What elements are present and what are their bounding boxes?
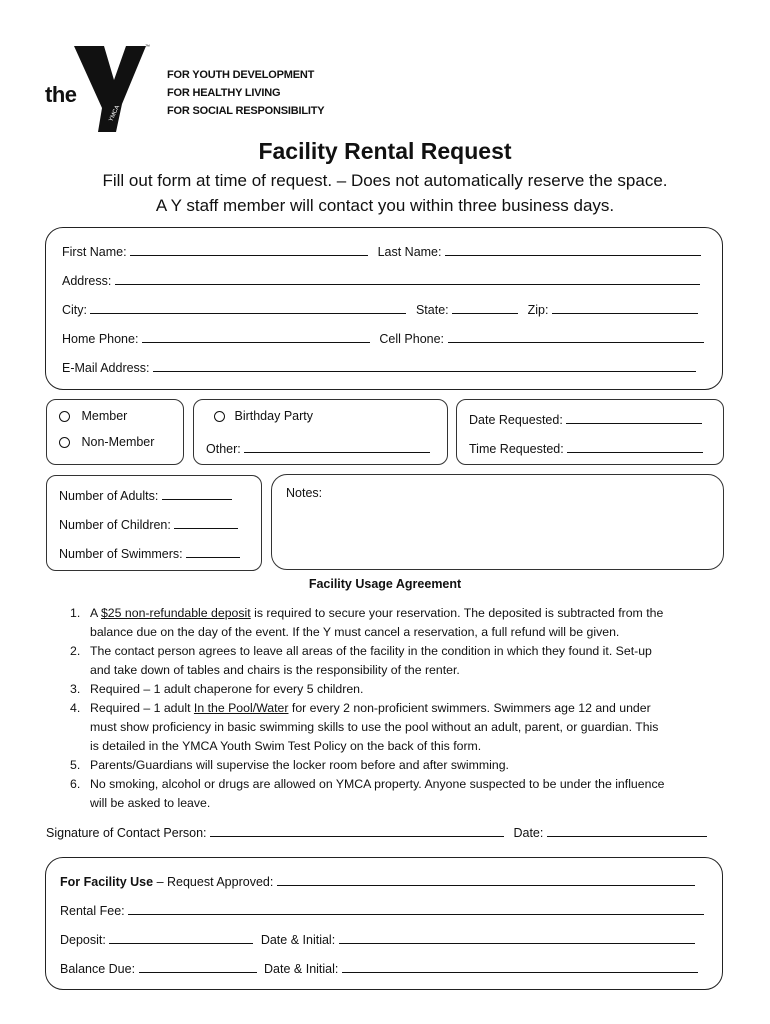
agreement-item-4: 4. Required – 1 adult In the Pool/Water for every 2 non-proficient swimmers. Swimmers age 12 and under must show proficiency in basic swimming skills to use the pool without an adult, parent, or guardian. This is detailed in the YMCA Youth Swim Test Policy on the back of this form. bbox=[70, 701, 659, 753]
deposit-date-initial-label: Date & Initial: bbox=[260, 933, 336, 947]
logo-wordmark-the: the bbox=[45, 82, 77, 107]
state-label: State: bbox=[415, 303, 449, 317]
facility-use-heading: For Facility Use bbox=[60, 875, 154, 889]
first-name-label: First Name: bbox=[62, 245, 127, 259]
last-name-field[interactable] bbox=[445, 243, 701, 256]
agreement-item-3: 3. Required – 1 adult chaperone for every 5 children. bbox=[70, 682, 364, 696]
cell-phone-field[interactable] bbox=[448, 330, 704, 343]
email-field[interactable] bbox=[153, 359, 696, 372]
children-label: Number of Children: bbox=[59, 518, 171, 532]
email-label: E-Mail Address: bbox=[62, 361, 150, 375]
city-field[interactable] bbox=[90, 301, 406, 314]
birthday-party-option[interactable] bbox=[214, 409, 313, 423]
balance-date-initial-label: Date & Initial: bbox=[264, 962, 339, 976]
subtitle-line-2: A Y staff member will contact you within three business days. bbox=[155, 196, 615, 215]
non-member-radio[interactable] bbox=[59, 437, 70, 448]
event-type-box bbox=[193, 399, 448, 465]
last-name-label: Last Name: bbox=[377, 245, 442, 259]
member-option[interactable] bbox=[59, 409, 127, 423]
notes-box[interactable] bbox=[271, 474, 724, 570]
svg-text:YMCA: YMCA bbox=[108, 104, 122, 123]
birthday-party-radio[interactable] bbox=[214, 411, 225, 422]
city-label: City: bbox=[62, 303, 87, 317]
agreement-list bbox=[46, 604, 746, 813]
tagline-social: FOR SOCIAL RESPONSIBILITY bbox=[167, 105, 325, 117]
adults-field[interactable] bbox=[162, 487, 232, 500]
request-approved-field[interactable] bbox=[277, 873, 695, 886]
birthday-party-label: Birthday Party bbox=[234, 409, 313, 423]
zip-label: Zip: bbox=[527, 303, 549, 317]
ymca-logo bbox=[40, 40, 340, 135]
member-label: Member bbox=[81, 409, 128, 423]
facility-use-box bbox=[45, 857, 723, 990]
deposit-underline: $25 non-refundable deposit bbox=[100, 606, 251, 620]
agreement-item-5: 5. Parents/Guardians will supervise the locker room before and after swimming. bbox=[70, 758, 509, 772]
address-field[interactable] bbox=[115, 272, 700, 285]
agreement-heading: Facility Usage Agreement bbox=[308, 577, 462, 591]
swimmers-label: Number of Swimmers: bbox=[59, 547, 183, 561]
date-requested-label: Date Requested: bbox=[469, 413, 563, 427]
pool-water-underline: In the Pool/Water bbox=[193, 701, 289, 715]
zip-field[interactable] bbox=[552, 301, 698, 314]
adults-label: Number of Adults: bbox=[59, 489, 159, 503]
signature-date-field[interactable] bbox=[547, 824, 707, 837]
agreement-item-1: 1. A $25 non-refundable deposit is required to secure your reservation. The deposited is subtracted from the balance due on the day of the event. If the Y must cancel a reservation, a full refund will be given. bbox=[70, 606, 664, 639]
address-label: Address: bbox=[62, 274, 112, 288]
counts-box bbox=[46, 475, 262, 571]
other-label: Other: bbox=[206, 442, 241, 456]
swimmers-field[interactable] bbox=[186, 545, 240, 558]
signature-field[interactable] bbox=[210, 824, 504, 837]
children-field[interactable] bbox=[174, 516, 238, 529]
subtitle-line-1: Fill out form at time of request. – Does not automatically reserve the space. bbox=[102, 171, 668, 190]
deposit-field[interactable] bbox=[109, 931, 253, 944]
deposit-date-initial-field[interactable] bbox=[339, 931, 695, 944]
time-requested-field[interactable] bbox=[567, 440, 703, 453]
page-title: Facility Rental Request bbox=[258, 138, 512, 164]
balance-due-label: Balance Due: bbox=[60, 962, 136, 976]
non-member-option[interactable] bbox=[59, 435, 154, 449]
non-member-label: Non-Member bbox=[81, 435, 155, 449]
rental-fee-field[interactable] bbox=[128, 902, 704, 915]
time-requested-label: Time Requested: bbox=[469, 442, 564, 456]
membership-box bbox=[46, 399, 184, 465]
agreement-item-2: 2. The contact person agrees to leave all areas of the facility in the condition in which they found it. Set-up and take down of tables and chairs is the responsibility of the renter. bbox=[70, 644, 652, 677]
rental-fee-label: Rental Fee: bbox=[60, 904, 125, 918]
home-phone-field[interactable] bbox=[142, 330, 370, 343]
balance-date-initial-field[interactable] bbox=[342, 960, 698, 973]
cell-phone-label: Cell Phone: bbox=[379, 332, 445, 346]
notes-label: Notes: bbox=[286, 486, 323, 500]
date-requested-field[interactable] bbox=[566, 411, 702, 424]
agreement-item-6: 6. No smoking, alcohol or drugs are allowed on YMCA property. Anyone suspected to be under the influence will be asked to leave. bbox=[70, 777, 665, 810]
balance-due-field[interactable] bbox=[139, 960, 257, 973]
tagline-healthy: FOR HEALTHY LIVING bbox=[167, 87, 281, 99]
home-phone-label: Home Phone: bbox=[62, 332, 139, 346]
request-approved-label: – Request Approved: bbox=[153, 875, 274, 889]
tagline-youth: FOR YOUTH DEVELOPMENT bbox=[167, 69, 315, 81]
first-name-field[interactable] bbox=[130, 243, 368, 256]
member-radio[interactable] bbox=[59, 411, 70, 422]
deposit-label: Deposit: bbox=[60, 933, 106, 947]
state-field[interactable] bbox=[452, 301, 518, 314]
contact-info-box bbox=[45, 227, 723, 390]
other-field[interactable] bbox=[244, 440, 430, 453]
signature-label: Signature of Contact Person: bbox=[46, 826, 207, 840]
date-time-box bbox=[456, 399, 724, 465]
svg-text:™: ™ bbox=[145, 44, 150, 50]
ymca-y-icon bbox=[70, 42, 150, 134]
signature-date-label: Date: bbox=[513, 826, 544, 840]
